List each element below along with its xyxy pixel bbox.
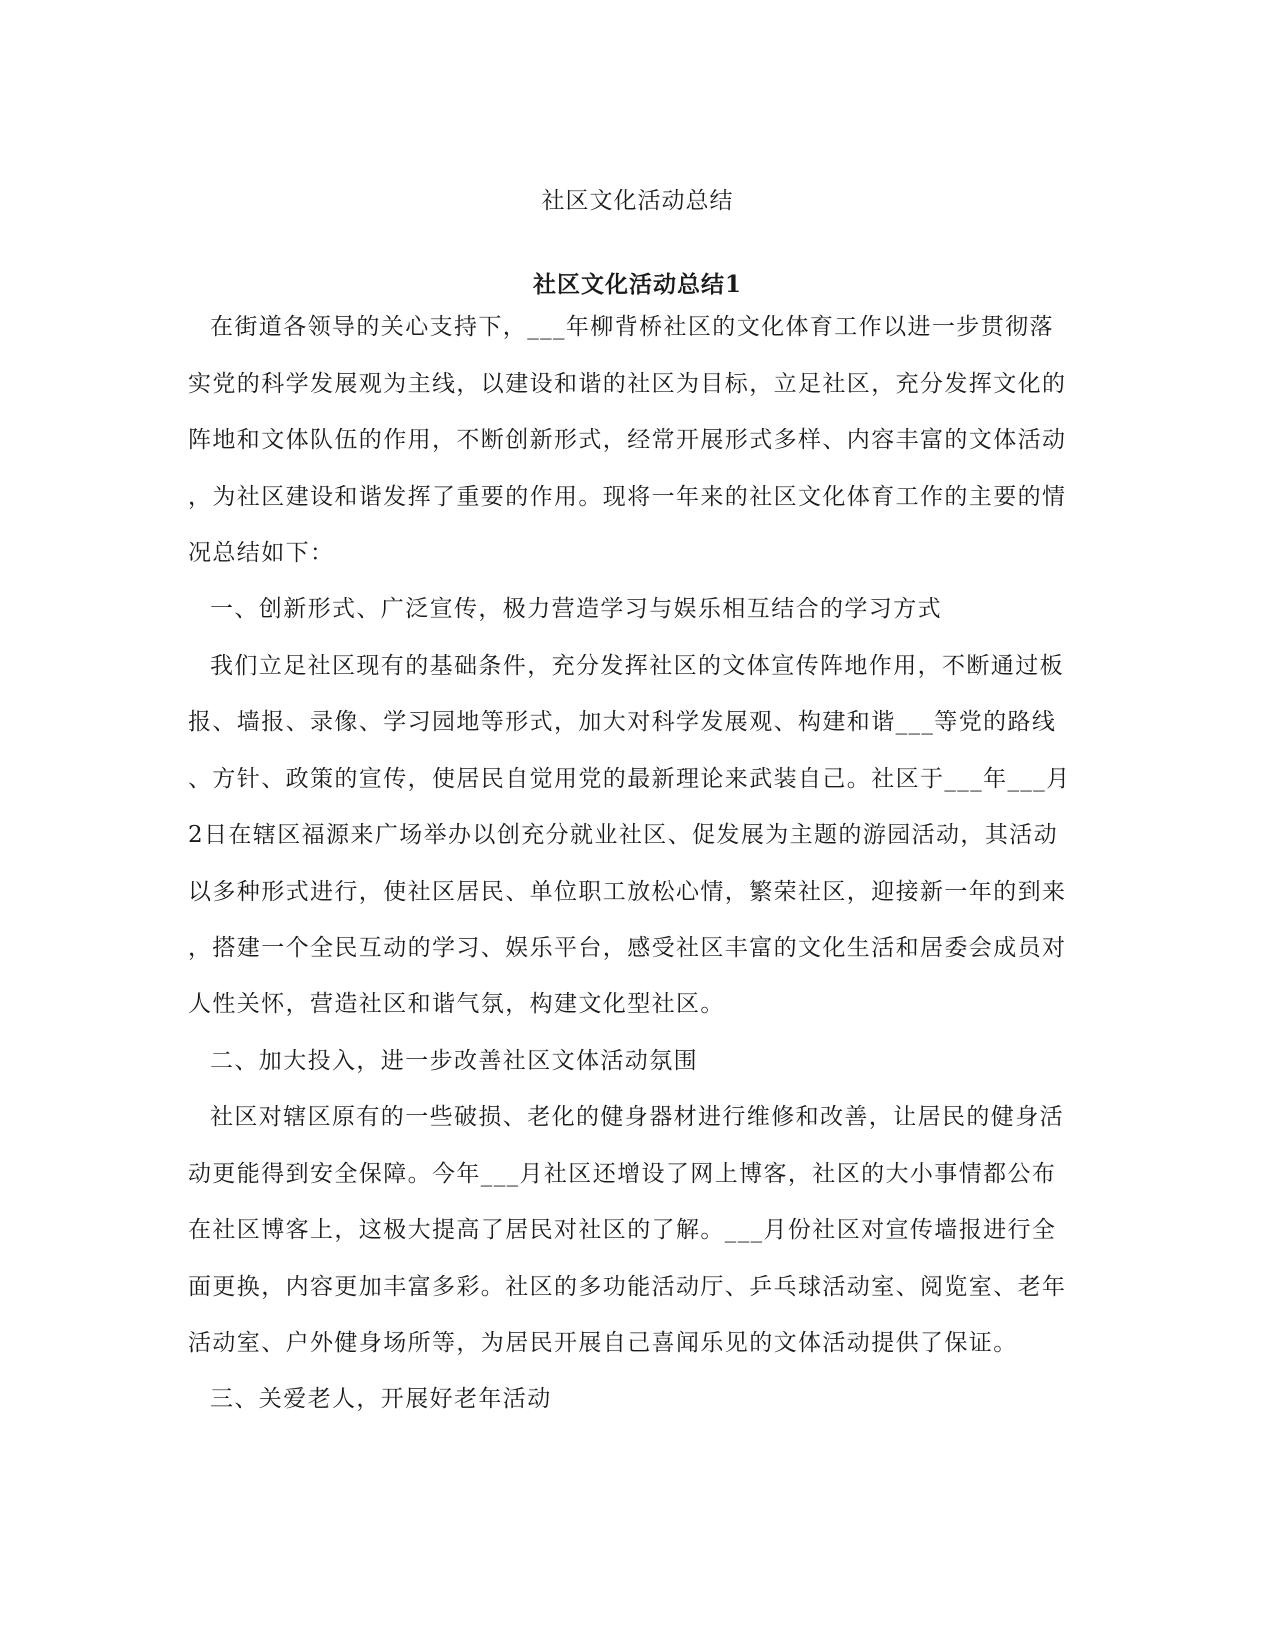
section-title: 社区文化活动总结1 [532,271,742,298]
body-line: 在街道各领导的关心支持下，___年柳背桥社区的文化体育工作以进一步贯彻落 [210,314,1054,340]
subheading-line: 三、关爱老人，开展好老年活动 [210,1386,552,1412]
body-line: 社区对辖区原有的一些破损、老化的健身器材进行维修和改善，让居民的健身活 [210,1104,1064,1130]
body-line: 报、墙报、录像、学习园地等形式，加大对科学发展观、构建和谐___等党的路线 [188,709,1057,735]
body-line: ，搭建一个全民互动的学习、娱乐平台，感受社区丰富的文化生活和居委会成员对 [188,935,1067,961]
body-line: 、方针、政策的宣传，使居民自觉用党的最新理论来武装自己。社区于___年___月 [188,766,1071,792]
body-line: 动更能得到安全保障。今年___月社区还增设了网上博客，社区的大小事情都公布 [188,1161,1057,1187]
body-line: 2日在辖区福源来广场举办以创充分就业社区、促发展为主题的游园活动，其活动 [188,822,1059,848]
body-line: 我们立足社区现有的基础条件，充分发挥社区的文体宣传阵地作用，不断通过板 [210,653,1064,679]
subheading-line: 二、加大投入，进一步改善社区文体活动氛围 [210,1048,698,1074]
document-title: 社区文化活动总结 [541,188,734,214]
body-line: 面更换，内容更加丰富多彩。社区的多功能活动厅、乒乓球活动室、阅览室、老年 [188,1274,1067,1300]
body-line: 以多种形式进行，使社区居民、单位职工放松心情，繁荣社区，迎接新一年的到来 [188,879,1067,905]
body-line: 人性关怀，营造社区和谐气氛，构建文化型社区。 [188,991,725,1017]
body-line: ，为社区建设和谐发挥了重要的作用。现将一年来的社区文化体育工作的主要的情 [188,484,1067,510]
body-line: 阵地和文体队伍的作用，不断创新形式，经常开展形式多样、内容丰富的文体活动 [188,427,1067,453]
body-line: 在社区博客上，这极大提高了居民对社区的了解。___月份社区对宣传墙报进行全 [188,1217,1057,1243]
body-line: 活动室、户外健身场所等，为居民开展自己喜闻乐见的文体活动提供了保证。 [188,1330,1018,1356]
subheading-line: 一、创新形式、广泛宣传，极力营造学习与娱乐相互结合的学习方式 [210,596,942,622]
body-line: 况总结如下： [188,540,335,566]
body-line: 实党的科学发展观为主线，以建设和谐的社区为目标，立足社区，充分发挥文化的 [188,371,1067,397]
